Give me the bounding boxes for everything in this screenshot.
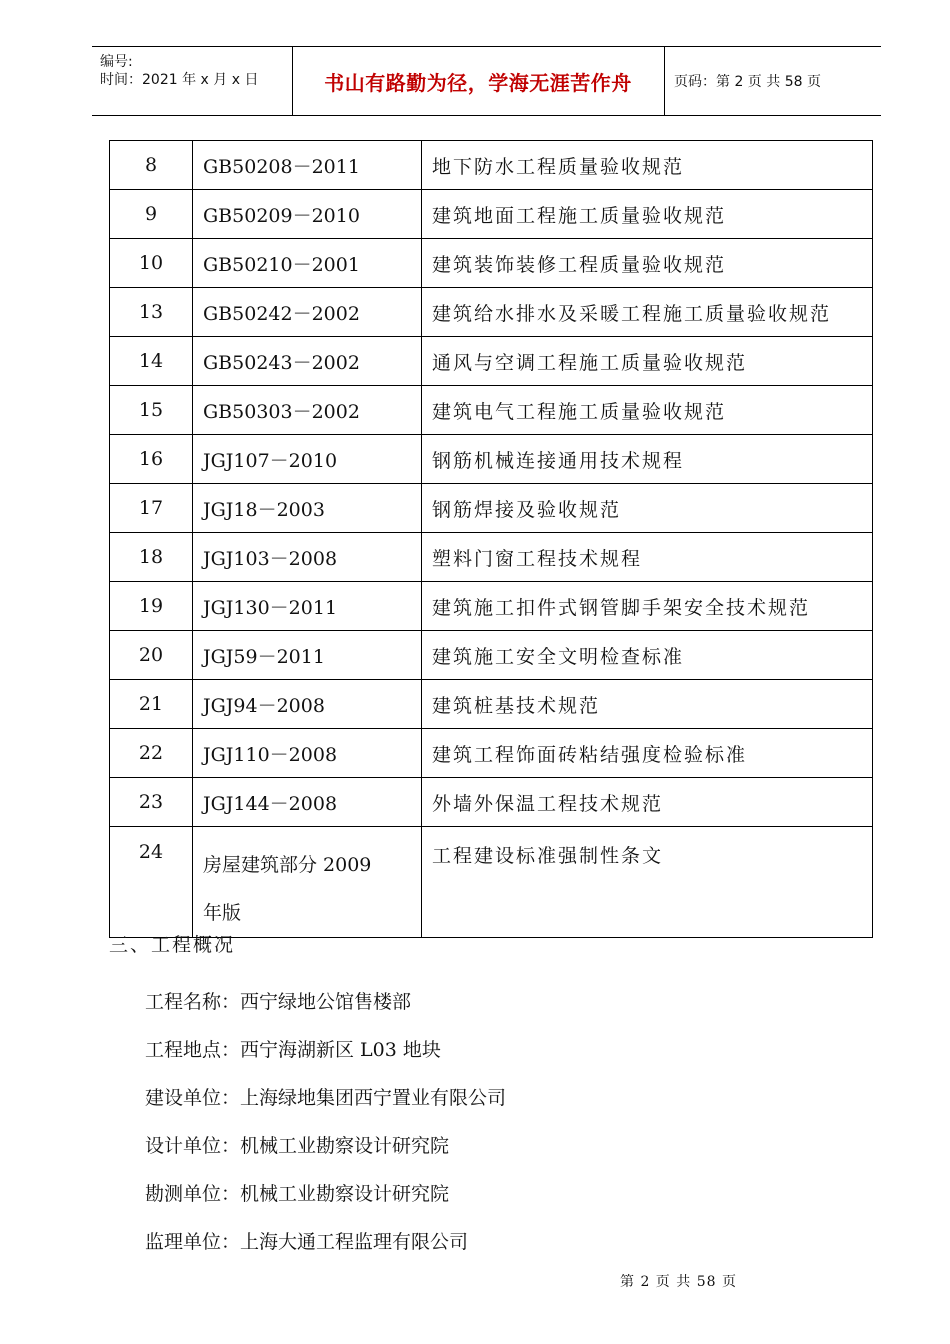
standard-name: 建筑给水排水及采暖工程施工质量验收规范 bbox=[422, 288, 873, 337]
standard-name: 地下防水工程质量验收规范 bbox=[422, 141, 873, 190]
standard-code-line-1: 房屋建筑部分 2009 bbox=[203, 854, 372, 876]
row-number: 9 bbox=[110, 190, 193, 239]
row-number: 18 bbox=[110, 533, 193, 582]
design-unit: 设计单位：机械工业勘察设计研究院 bbox=[145, 1135, 450, 1157]
construction-unit: 建设单位：上海绿地集团西宁置业有限公司 bbox=[145, 1087, 507, 1109]
section-title: 三、工程概况 bbox=[109, 934, 236, 956]
row-number: 24 bbox=[110, 827, 193, 938]
row-number: 10 bbox=[110, 239, 193, 288]
row-number: 20 bbox=[110, 631, 193, 680]
table-row bbox=[110, 827, 873, 938]
header-motto: 书山有路勤为径，学海无涯苦作舟 bbox=[292, 47, 665, 115]
standard-code: JGJ110－2008 bbox=[193, 729, 422, 778]
standard-name: 建筑工程饰面砖粘结强度检验标准 bbox=[422, 729, 873, 778]
standard-code: GB50303－2002 bbox=[193, 386, 422, 435]
row-number: 8 bbox=[110, 141, 193, 190]
row-number: 21 bbox=[110, 680, 193, 729]
standard-name: 外墙外保温工程技术规范 bbox=[422, 778, 873, 827]
row-number: 16 bbox=[110, 435, 193, 484]
table-row bbox=[110, 680, 873, 729]
table-row bbox=[110, 239, 873, 288]
table-row bbox=[110, 533, 873, 582]
row-number: 22 bbox=[110, 729, 193, 778]
page-footer: 第 2 页 共 58 页 bbox=[620, 1274, 737, 1290]
standards-table bbox=[109, 140, 873, 938]
project-info bbox=[145, 978, 506, 1266]
standard-name: 建筑施工安全文明检查标准 bbox=[422, 631, 873, 680]
row-number: 14 bbox=[110, 337, 193, 386]
row-number: 15 bbox=[110, 386, 193, 435]
standard-code: GB50243－2002 bbox=[193, 337, 422, 386]
table-row bbox=[110, 631, 873, 680]
table-row bbox=[110, 582, 873, 631]
standard-code: JGJ94－2008 bbox=[193, 680, 422, 729]
project-name: 工程名称：西宁绿地公馆售楼部 bbox=[145, 991, 412, 1013]
standard-name: 塑料门窗工程技术规程 bbox=[422, 533, 873, 582]
standard-code: JGJ144－2008 bbox=[193, 778, 422, 827]
standard-name: 建筑地面工程施工质量验收规范 bbox=[422, 190, 873, 239]
header-page-info: 页码：第 2 页 共 58 页 bbox=[674, 74, 821, 90]
standard-code: JGJ18－2003 bbox=[193, 484, 422, 533]
table-row bbox=[110, 778, 873, 827]
row-number: 23 bbox=[110, 778, 193, 827]
standard-name: 通风与空调工程施工质量验收规范 bbox=[422, 337, 873, 386]
standard-code-line-2: 年版 bbox=[203, 902, 242, 924]
standard-name: 钢筋机械连接通用技术规程 bbox=[422, 435, 873, 484]
standard-code bbox=[193, 827, 422, 938]
standard-code: GB50210－2001 bbox=[193, 239, 422, 288]
standard-code: JGJ107－2010 bbox=[193, 435, 422, 484]
row-number: 19 bbox=[110, 582, 193, 631]
time-label: 时间：2021 年 x 月 x 日 bbox=[100, 72, 259, 88]
table-row bbox=[110, 141, 873, 190]
standard-code: GB50209－2010 bbox=[193, 190, 422, 239]
standard-code: JGJ130－2011 bbox=[193, 582, 422, 631]
table-row bbox=[110, 337, 873, 386]
standard-name: 建筑施工扣件式钢管脚手架安全技术规范 bbox=[422, 582, 873, 631]
row-number: 13 bbox=[110, 288, 193, 337]
table-row bbox=[110, 484, 873, 533]
row-number: 17 bbox=[110, 484, 193, 533]
table-row bbox=[110, 190, 873, 239]
table-row bbox=[110, 729, 873, 778]
table-row bbox=[110, 435, 873, 484]
table-row bbox=[110, 288, 873, 337]
header-meta-cell bbox=[92, 47, 293, 115]
supervision-unit: 监理单位：上海大通工程监理有限公司 bbox=[145, 1231, 469, 1253]
standard-code: JGJ103－2008 bbox=[193, 533, 422, 582]
standard-name: 建筑装饰装修工程质量验收规范 bbox=[422, 239, 873, 288]
standard-name: 工程建设标准强制性条文 bbox=[422, 827, 873, 938]
survey-unit: 勘测单位：机械工业勘察设计研究院 bbox=[145, 1183, 450, 1205]
page-header bbox=[92, 46, 881, 116]
standard-name: 钢筋焊接及验收规范 bbox=[422, 484, 873, 533]
table-row bbox=[110, 386, 873, 435]
serial-label: 编号: bbox=[100, 54, 133, 70]
standard-code: JGJ59－2011 bbox=[193, 631, 422, 680]
project-location: 工程地点：西宁海湖新区 L03 地块 bbox=[145, 1039, 441, 1061]
standard-code: GB50242－2002 bbox=[193, 288, 422, 337]
standard-code: GB50208－2011 bbox=[193, 141, 422, 190]
standard-name: 建筑电气工程施工质量验收规范 bbox=[422, 386, 873, 435]
standard-name: 建筑桩基技术规范 bbox=[422, 680, 873, 729]
